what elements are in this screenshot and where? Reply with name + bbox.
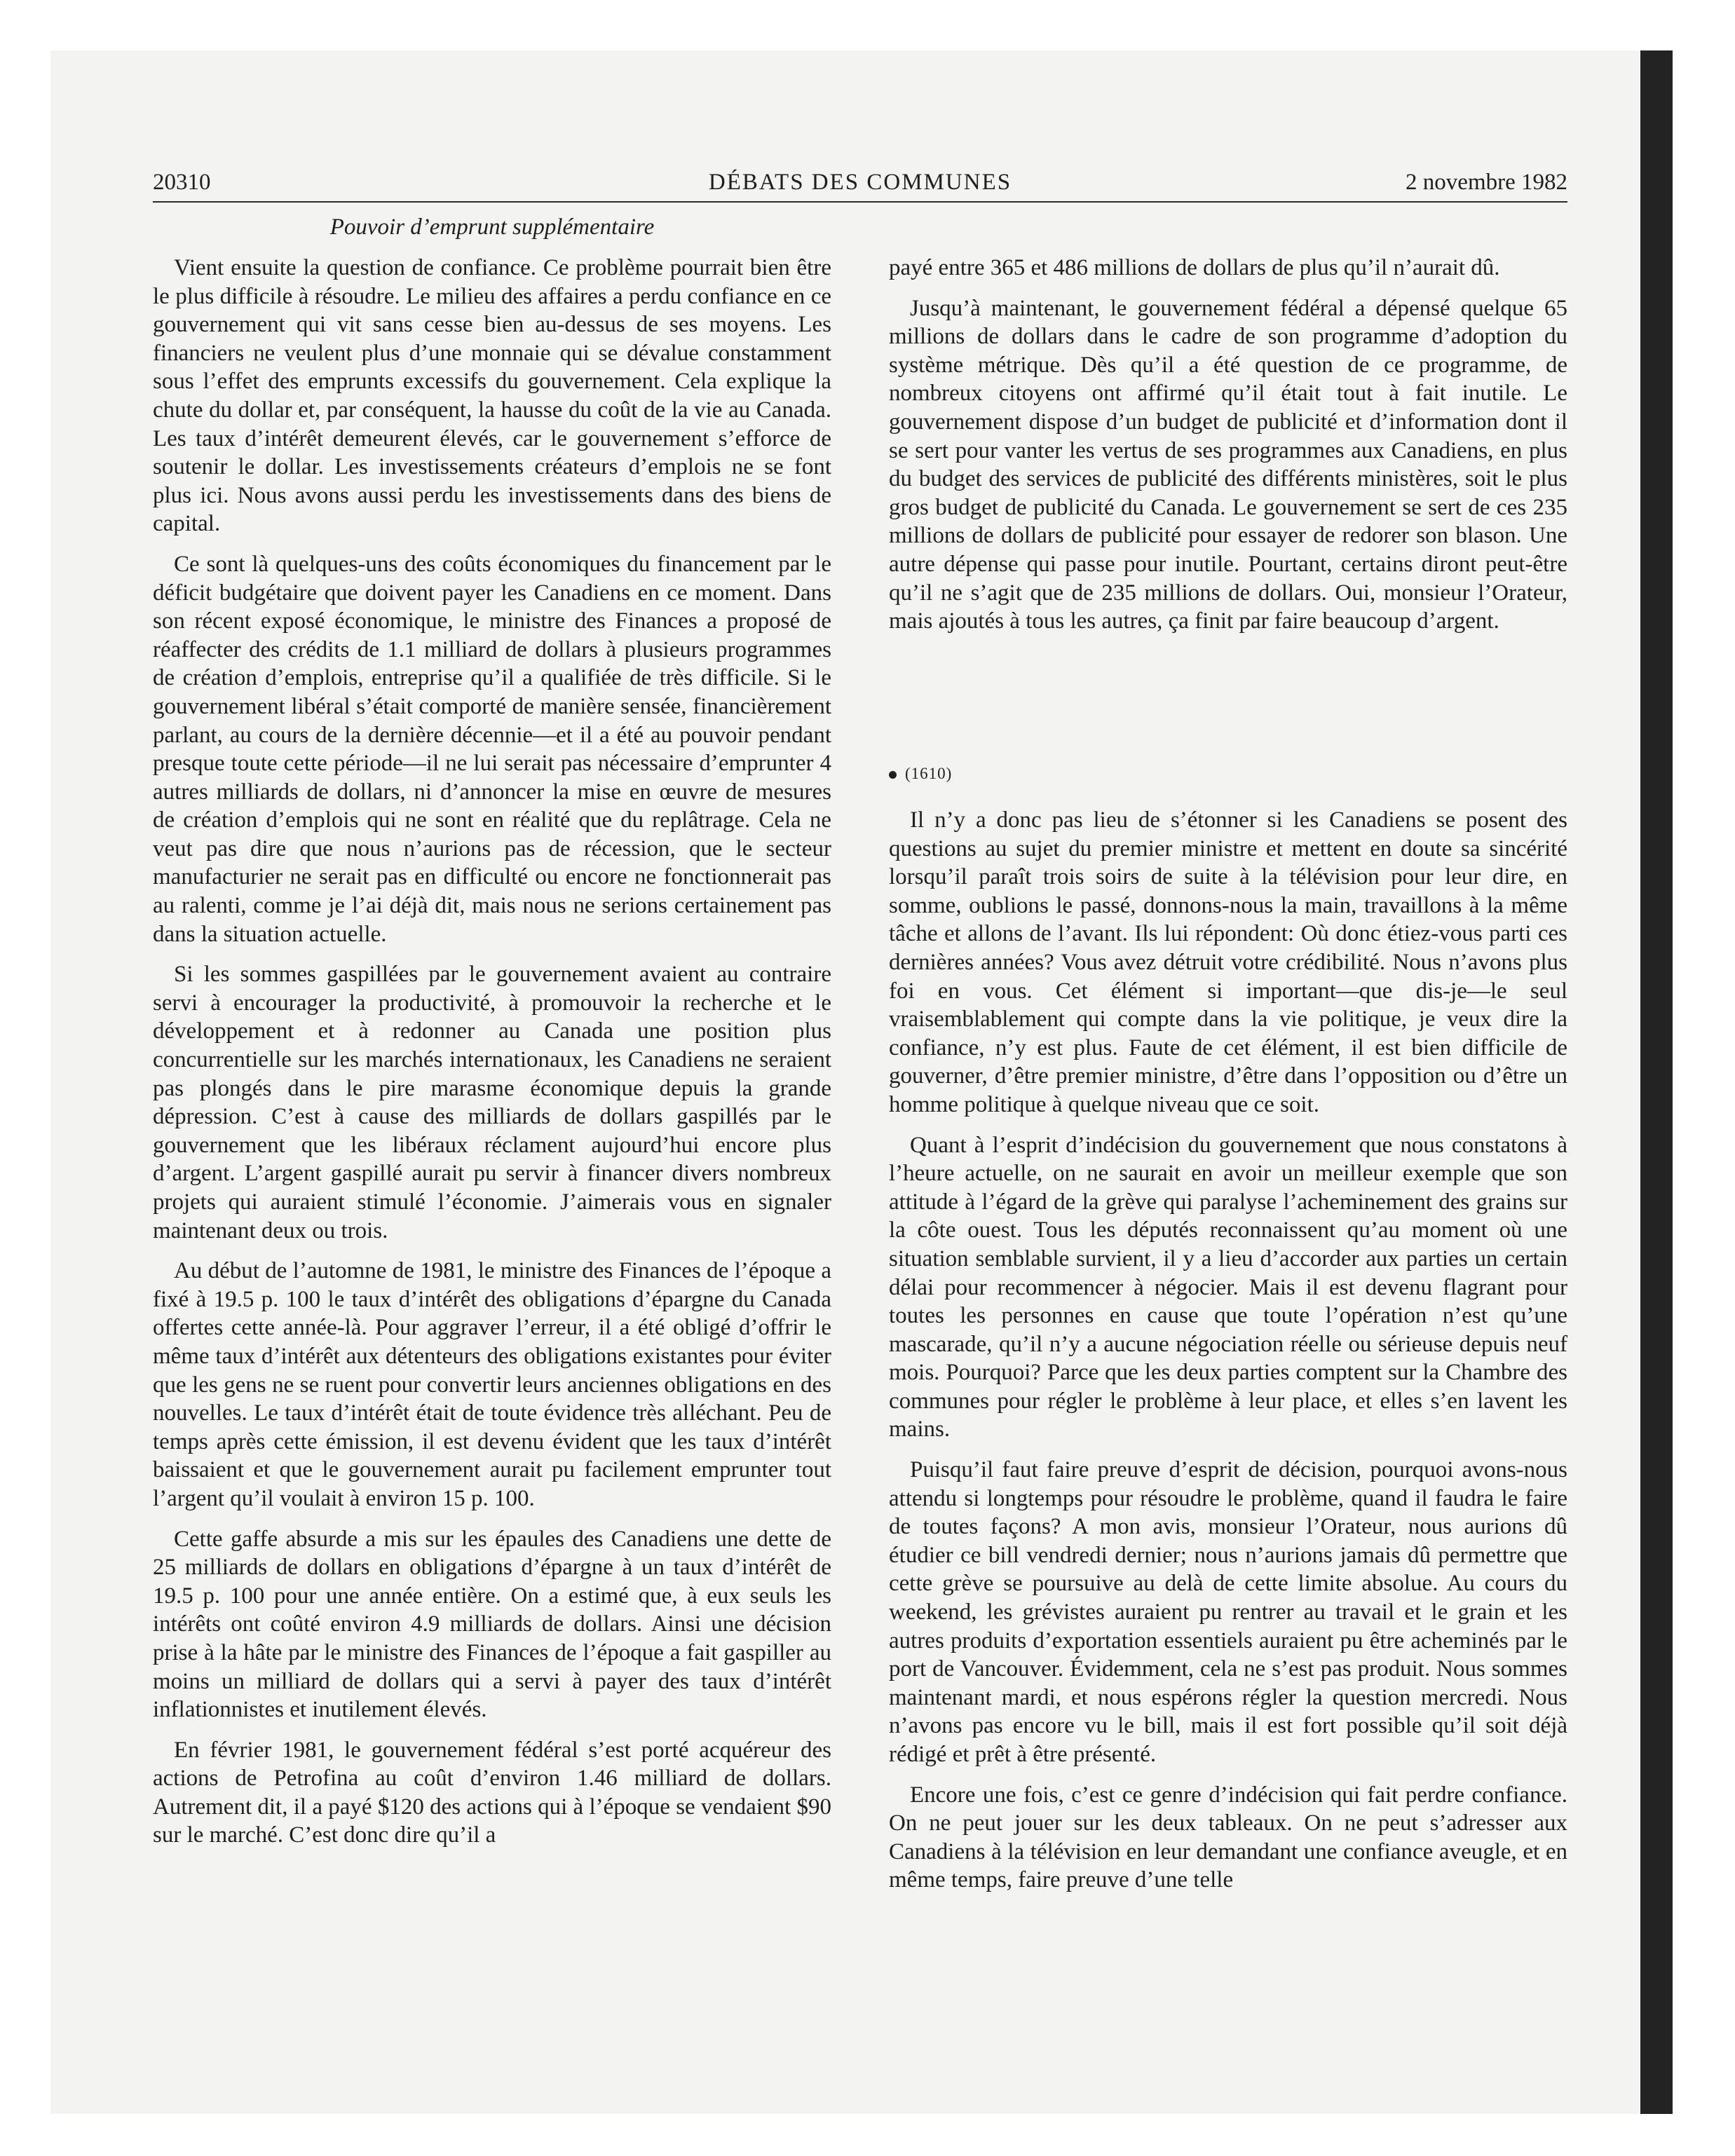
paragraph: Puisqu’il faut faire preuve d’esprit de décision, pourquoi avons-nous attendu si longtemps pour résoudre le problème, quand il faudra le faire de toutes façons? A mon avis, monsieur l’Orateur, nous aurions dû étudier ce bill vendredi dernier; nous n’aurions jamais dû permettre que cette grève se poursuive au delà de cette limite absolue. Au cours du weekend, les grévistes auraient pu rentrer au travail et le grain et les autres produits d’exportation essentiels auraient pu être acheminés par le port de Vancouver. Évidemment, cela ne s’est pas produit. Nous sommes maintenant mardi, et nous espérons régler la question mercredi. Nous n’avons pas encore vu le bill, mais il est fort possible qu’il soit déjà rédigé et prêt à être présenté. <box>889 1457 1567 1767</box>
header-date: 2 novembre 1982 <box>1406 170 1567 195</box>
page-header <box>153 165 1567 199</box>
paragraph: Si les sommes gaspillées par le gouvernement avaient au contraire servi à encourager la productivité, à promouvoir la recherche et le développement et à redonner au Canada une position plus concurrentielle sur les marchés internationaux, les Canadiens ne seraient pas plongés dans le pire marasme économique depuis la grande dépression. C’est à cause des milliards de dollars gaspillés par le gouvernement que les libéraux réclament aujourd’hui encore plus d’argent. L’argent gaspillé aurait pu servir à financer divers nombreux projets qui auraient stimulé l’économie. J’aimerais vous en signaler maintenant deux ou trois. <box>153 962 831 1243</box>
section-title: Pouvoir d’emprunt supplémentaire <box>329 214 655 240</box>
left-column <box>153 254 831 1862</box>
paragraph: Encore une fois, c’est ce genre d’indécision qui fait perdre confiance. On ne peut jouer sur les deux tableaux. On ne peut s’adresser aux Canadiens à la télévision en leur demandant une confiance aveugle, et en même temps, faire preuve d’une telle <box>889 1782 1567 1893</box>
paragraph-continued: payé entre 365 et 486 millions de dollars de plus qu’il n’aurait dû. <box>889 255 1500 280</box>
paragraph: Quant à l’esprit d’indécision du gouvernement que nous constatons à l’heure actuelle, on ne saurait en avoir un meilleur exemple que son attitude à l’égard de la grève qui paralyse l’acheminement des grains sur la côte ouest. Tous les députés reconnaissent qu’au moment où une situation semblable survient, il y a lieu d’accorder aux parties un certain délai pour recommencer à négocier. Mais il est devenu flagrant pour toutes les personnes en cause que toute l’opération n’est qu’une mascarade, qu’il n’y a aucune négociation réelle ou sérieuse depuis neuf mois. Pourquoi? Parce que les deux parties comptent sur la Chambre des communes pour régler le problème à leur place, et elles s’en lavent les mains. <box>889 1132 1567 1442</box>
paragraph: Il n’y a donc pas lieu de s’étonner si les Canadiens se posent des questions au sujet du premier ministre et mettent en doute sa sincérité lorsqu’il paraît trois soirs de suite à la télévision pour leur dire, en somme, oublions le passé, donnons-nous la main, travaillons à la même tâche et allons de l’avant. Ils lui répondent: Où donc étiez-vous parti ces dernières années? Vous avez détruit votre crédibilité. Nous n’avons plus foi en vous. Cet élément si important—que dis-je—le seul vraisemblablement qui compte dans la vie politique, je veux dire la confiance, n’y est plus. Faute de cet élément, il est bien difficile de gouverner, d’être premier ministre, d’être dans l’opposition ou d’être un homme politique à quelque niveau que ce soit. <box>889 807 1567 1117</box>
bullet-icon <box>889 771 897 779</box>
timestamp: (1610) <box>905 765 953 782</box>
paragraph: Vient ensuite la question de confiance. Ce problème pourrait bien être le plus difficile à résoudre. Le milieu des affaires a perdu confiance en ce gouvernement qui vit sans cesse bien au-dessus de ses moyens. Les financiers ne veulent plus d’une monnaie qui se dévalue constamment sous l’effet des emprunts excessifs du gouvernement. Cela explique la chute du dollar et, par conséquent, la hausse du coût de la vie au Canada. Les taux d’intérêt demeurent élevés, car le gouvernement s’efforce de soutenir le dollar. Les investissements créateurs d’emplois ne se font plus ici. Nous avons aussi perdu les investissements dans des biens de capital. <box>153 255 831 537</box>
paragraph: Ce sont là quelques-uns des coûts économiques du financement par le déficit budgétaire que doivent payer les Canadiens en ce moment. Dans son récent exposé économique, le ministre des Finances a proposé de réaffecter des crédits de 1.1 milliard de dollars à plusieurs programmes de création d’emplois, entreprise qu’il a qualifiée de très difficile. Si le gouvernement libéral s’était comporté de manière sensée, financièrement parlant, au cours de la dernière décennie—et il a été au pouvoir pendant presque toute cette période—il ne lui serait pas nécessaire d’emprunter 4 autres milliards de dollars, ni d’annoncer la mise en œuvre de mesures de création d’emplois qui ne sont en réalité que du replâtrage. Cela ne veut pas dire que nous n’aurions pas de récession, que le secteur manufacturier ne serait pas en difficulté ou encore ne fonctionnerait pas au ralenti, comme je l’ai déjà dit, mais nous ne serions certainement pas dans la situation actuelle. <box>153 551 831 947</box>
paragraph: En février 1981, le gouvernement fédéral s’est porté acquéreur des actions de Petrofina au coût d’environ 1.46 milliard de dollars. Autrement dit, il a payé $120 des actions qui à l’époque se vendaient $90 sur le marché. C’est donc dire qu’il a <box>153 1737 831 1848</box>
page-number: 20310 <box>153 170 211 195</box>
right-column-bottom <box>889 806 1567 1906</box>
timestamp-marker <box>889 758 952 789</box>
header-rule <box>153 201 1567 203</box>
binding-edge <box>1640 50 1673 2114</box>
journal-title: DÉBATS DES COMMUNES <box>708 170 1012 195</box>
paragraph: Au début de l’automne de 1981, le ministre des Finances de l’époque a fixé à 19.5 p. 100 le taux d’intérêt des obligations d’épargne du Canada offertes cette année-là. Pour aggraver l’erreur, il a été obligé d’offrir le même taux d’intérêt aux détenteurs des obligations existantes pour éviter que les gens ne se ruent pour convertir leurs anciennes obligations en des nouvelles. Le taux d’intérêt était de toute évidence très alléchant. Peu de temps après cette émission, il est devenu évident que les taux d’intérêt baissaient et que le gouvernement aurait pu facilement emprunter tout l’argent qu’il voulait à environ 15 p. 100. <box>153 1258 831 1511</box>
paragraph: Jusqu’à maintenant, le gouvernement fédéral a dépensé quelque 65 millions de dollars dans le cadre de son programme d’adoption du système métrique. Dès qu’il a été question de ce programme, de nombreux citoyens ont affirmé qu’il était tout à fait inutile. Le gouvernement dispose d’un budget de publicité et d’information dont il se sert pour vanter les vertus de ses programmes aux Canadiens, en plus du budget des services de publicité des différents ministères, soit le plus gros budget de publicité du Canada. Le gouvernement se sert de ces 235 millions de dollars de publicité pour essayer de redorer son blason. Une autre dépense qui passe pour inutile. Pourtant, certains diront peut-être qu’il ne s’agit que de 235 millions de dollars. Oui, monsieur l’Orateur, mais ajoutés à tous les autres, ça finit par faire beaucoup d’argent. <box>889 295 1567 634</box>
right-column-top <box>889 254 1567 648</box>
paragraph: Cette gaffe absurde a mis sur les épaules des Canadiens une dette de 25 milliards de dollars en obligations d’épargne à un taux d’intérêt de 19.5 p. 100 pour une année entière. On a estimé que, à eux seuls les intérêts ont coûté environ 4.9 milliards de dollars. Ainsi une décision prise à la hâte par le ministre des Finances de l’époque a fait gaspiller au moins un milliard de dollars qui a servi à payer des taux d’intérêt inflationnistes et inutilement élevés. <box>153 1526 831 1723</box>
